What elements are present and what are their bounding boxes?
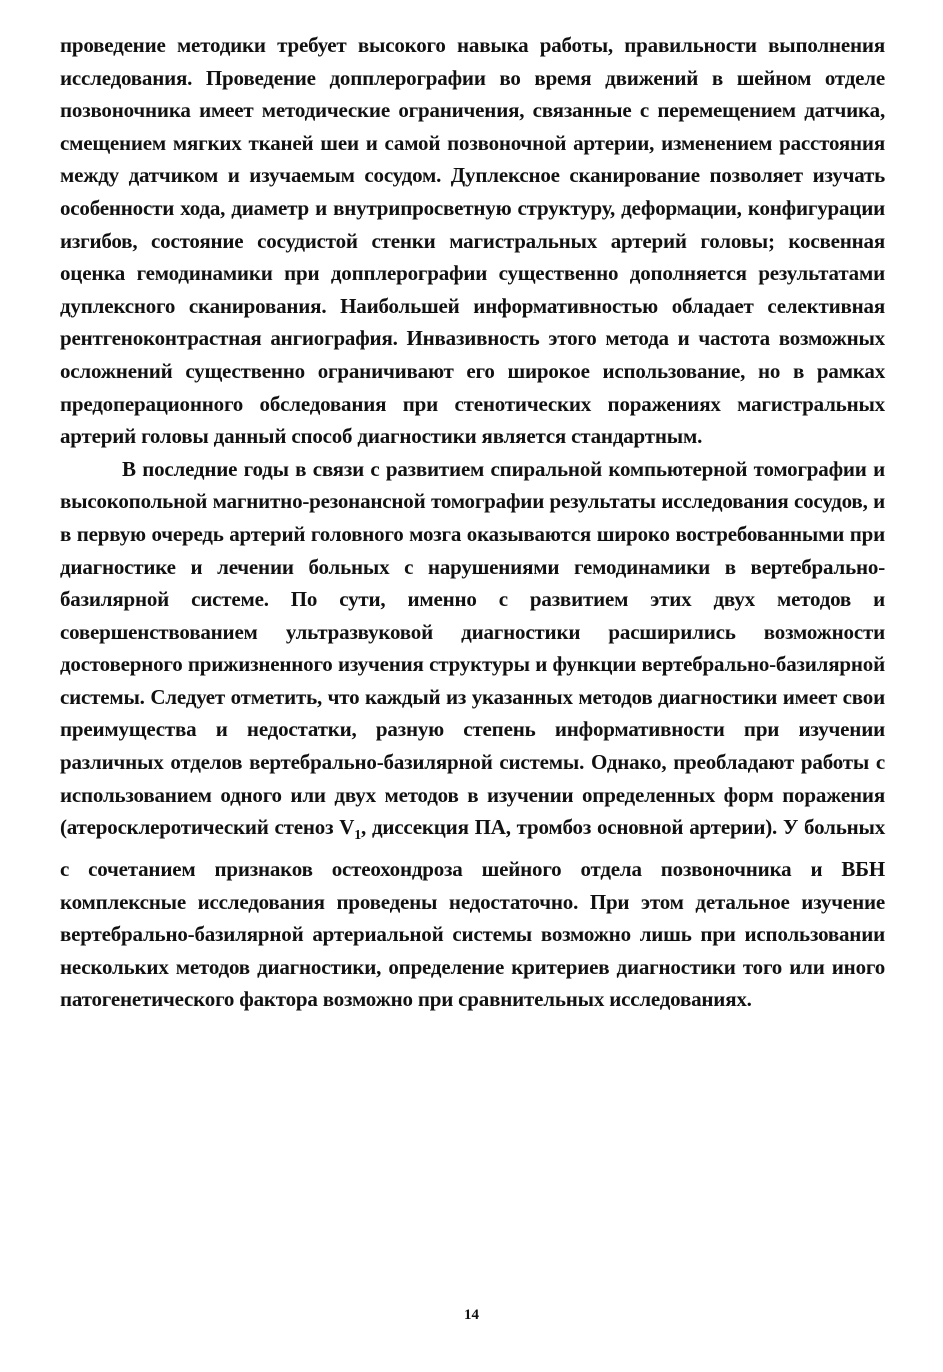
paragraph-1: проведение методики требует высокого навыка работы, правильности выполнения исследования. Проведение допплерографии во время движений в шейном отделе позвоночника имеет методические ограничения, связанные с перемещением датчика, смещением мягких тканей шеи и самой позвоночной артерии, изменением расстояния между датчиком и изучаемым сосудом. Дуплексное сканирование позволяет изучать особенности хода, диаметр и внутрипросветную структуру, деформации, конфигурации изгибов, состояние сосудистой стенки магистральных артерий головы; косвенная оценка гемодинамики при допплерографии существенно дополняется результатами дуплексного сканирования. Наибольшей информативностью обладает селективная рентгеноконтрастная ангиография. Инвазивность этого метода и частота возможных осложнений существенно ограничивают его широкое использование, но в рамках предоперационного обследования при стенотических поражениях магистральных артерий головы данный способ диагностики является стандартным. xyxy=(60,33,885,449)
paragraph-2 xyxy=(60,453,885,1016)
paragraph-2-part-1: В последние годы в связи с развитием спиральной компьютерной томографии и высокопольной магнитно-резонансной томографии результаты исследования сосудов, и в первую очередь артерий головного мозга оказываются широко востребованными при диагностике и лечении больных с нарушениями гемодинамики в вертебрально-базилярной системе. По сути, именно с развитием этих двух методов и совершенствованием ультразвуковой диагностики расширились возможности достоверного прижизненного изучения структуры и функции вертебрально-базилярной системы. Следует отметить, что каждый из указанных методов диагностики имеет свои преимущества и недостатки, разную степень информативности при изучении различных отделов вертебрально-базилярной системы. Однако, преобладают работы с использованием одного или двух методов в изучении определенных форм поражения (атеросклеротический стеноз V xyxy=(60,456,885,840)
body-text xyxy=(60,29,885,1016)
subscript-index: 1 xyxy=(354,828,361,844)
paragraph-2-part-2: , диссекция ПА, тромбоз основной артерии). У больных с сочетанием признаков остеохондроза шейного отдела позвоночника и ВБН комплексные исследования проведены недостаточно. При этом детальное изучение вертебрально-базилярной артериальной системы возможно лишь при использовании нескольких методов диагностики, определение критериев диагностики того или иного патогенетического фактора возможно при сравнительных исследованиях. xyxy=(60,815,885,1012)
page-number: 14 xyxy=(464,1307,479,1323)
